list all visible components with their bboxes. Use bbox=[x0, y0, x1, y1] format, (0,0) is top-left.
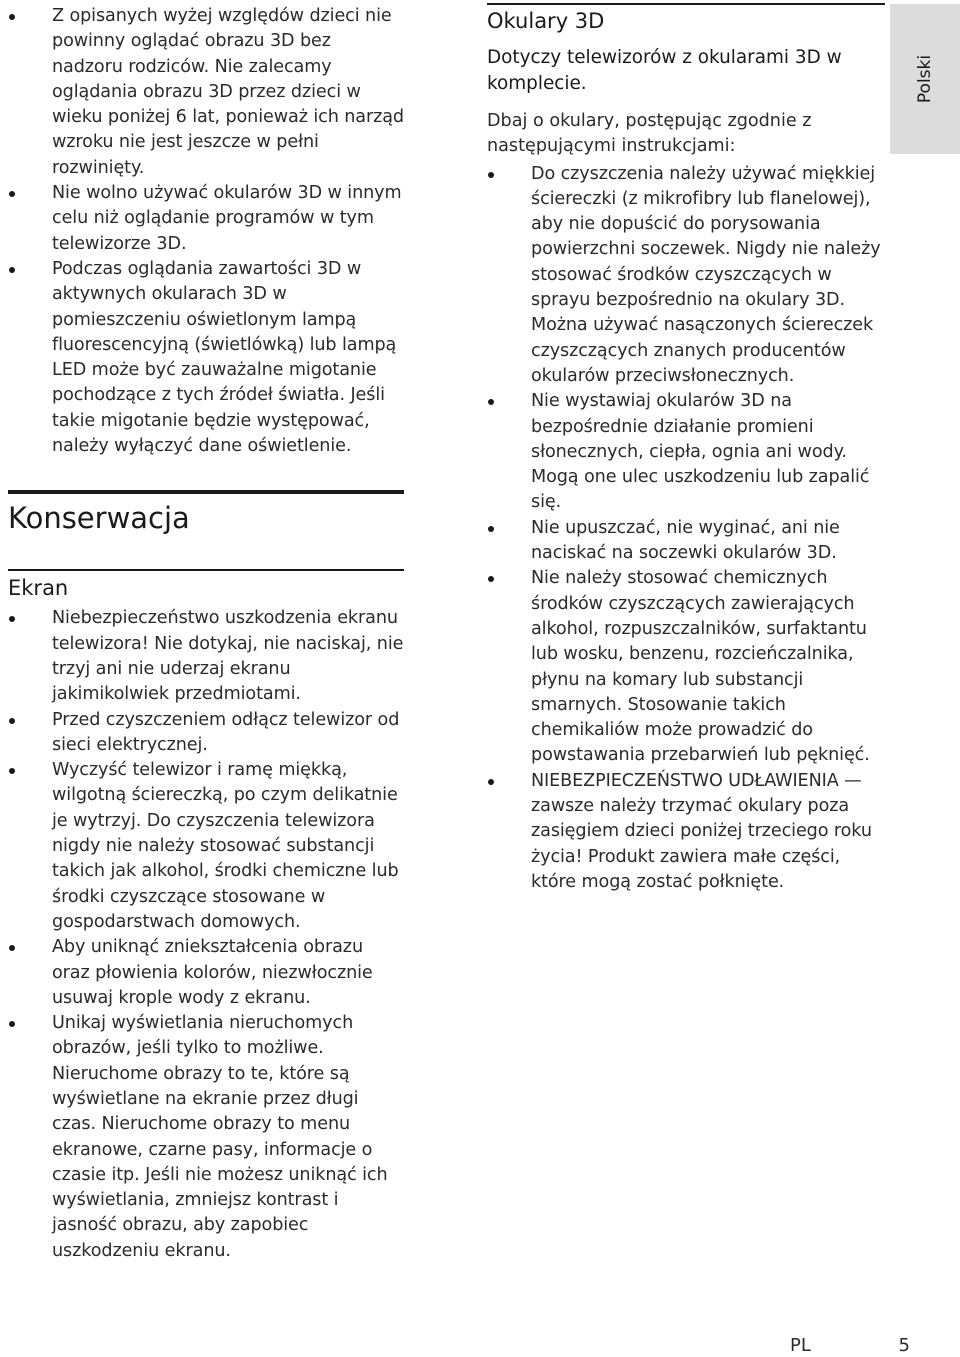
section-title: Konserwacja bbox=[8, 501, 190, 536]
list-item: Nie upuszczać, nie wyginać, ani nie naciskać na soczewki okularów 3D. bbox=[487, 516, 885, 567]
intro-text: Dbaj o okulary, postępując zgodnie z następującymi instrukcjami: bbox=[487, 111, 812, 157]
list-item: Przed czyszczeniem odłącz telewizor od sieci elektrycznej. bbox=[8, 708, 404, 759]
list-item: Podczas oglądania zawartości 3D w aktywnych okularach 3D w pomieszczeniu oświetlonym lampą fluorescencyjną (świetlówką) lub lampą LED może być zauważalne migotanie pochodzące z tych źródeł światła. Jeśli takie migotanie będzie występować, należy wyłączyć dane oświetlenie. bbox=[8, 257, 404, 459]
list-item: Aby uniknąć zniekształcenia obrazu oraz płowienia kolorów, niezwłocznie usuwaj krople wody z ekranu. bbox=[8, 935, 404, 1011]
list-item: Nie wystawiaj okularów 3D na bezpośrednie działanie promieni słonecznych, ciepła, ognia ani wody. Mogą one ulec uszkodzeniu lub zapalić się. bbox=[487, 389, 885, 515]
section-divider bbox=[8, 490, 404, 494]
list-item: Do czyszczenia należy używać miękkiej ściereczki (z mikrofibry lub flanelowej), aby nie dopuścić do porysowania powierzchni soczewek. Nigdy nie należy stosować środków czyszczących w sprayu bezpośrednio na okulary 3D. Można używać nasączonych ściereczek czyszczących znanych producentów okularów przeciwsłonecznych. bbox=[487, 162, 885, 390]
footer-language: PL bbox=[790, 1335, 811, 1356]
right-column bbox=[487, 0, 885, 895]
subsection-title-okulary: Okulary 3D bbox=[487, 9, 605, 33]
language-tab-label: Polski bbox=[915, 54, 935, 104]
page-footer bbox=[790, 1335, 910, 1356]
subsection-divider bbox=[487, 3, 885, 5]
applies-to-note: Dotyczy telewizorów z okularami 3D w komplecie. bbox=[487, 47, 842, 94]
language-tab bbox=[890, 4, 960, 154]
warning-list bbox=[8, 4, 404, 459]
list-item: Z opisanych wyżej względów dzieci nie powinny oglądać obrazu 3D bez nadzoru rodziców. Nie zalecamy oglądania obrazu 3D przez dzieci w wieku poniżej 6 lat, ponieważ ich narząd wzroku nie jest jeszcze w pełni rozwinięty. bbox=[8, 4, 404, 181]
list-item: Wyczyść telewizor i ramę miękką, wilgotną ściereczką, po czym delikatnie je wytrzyj. Do czyszczenia telewizora nigdy nie należy stosować substancji takich jak alkohol, środki chemiczne lub środki czyszczące stosowane w gospodarstwach domowych. bbox=[8, 758, 404, 935]
screen-care-list bbox=[8, 606, 404, 1264]
glasses-care-list bbox=[487, 162, 885, 896]
subsection-title-ekran: Ekran bbox=[8, 576, 69, 601]
page-number: 5 bbox=[898, 1335, 910, 1356]
subsection-divider bbox=[8, 569, 404, 571]
list-item: Nie wolno używać okularów 3D w innym celu niż oglądanie programów w tym telewizorze 3D. bbox=[8, 181, 404, 257]
list-item: Niebezpieczeństwo uszkodzenia ekranu telewizora! Nie dotykaj, nie naciskaj, nie trzyj ani nie uderzaj ekranu jakimikolwiek przedmiotami. bbox=[8, 606, 404, 707]
list-item: Nie należy stosować chemicznych środków czyszczących zawierających alkohol, rozpuszczalników, surfaktantu lub wosku, benzenu, rozcieńczalnika, płynu na komary lub substancji smarnych. Stosowanie takich chemikaliów może prowadzić do powstawania przebarwień lub pęknięć. bbox=[487, 566, 885, 768]
list-item: NIEBEZPIECZEŃSTWO UDŁAWIENIA — zawsze należy trzymać okulary poza zasięgiem dzieci poniżej trzeciego roku życia! Produkt zawiera małe części, które mogą zostać połknięte. bbox=[487, 769, 885, 895]
left-column bbox=[8, 0, 404, 1264]
list-item: Unikaj wyświetlania nieruchomych obrazów, jeśli tylko to możliwe. Nieruchome obrazy to te, które są wyświetlane na ekranie przez długi czas. Nieruchome obrazy to menu ekranowe, czarne pasy, informacje o czasie itp. Jeśli nie możesz uniknąć ich wyświetlania, zmniejsz kontrast i jasność obrazu, aby zapobiec uszkodzeniu ekranu. bbox=[8, 1011, 404, 1264]
